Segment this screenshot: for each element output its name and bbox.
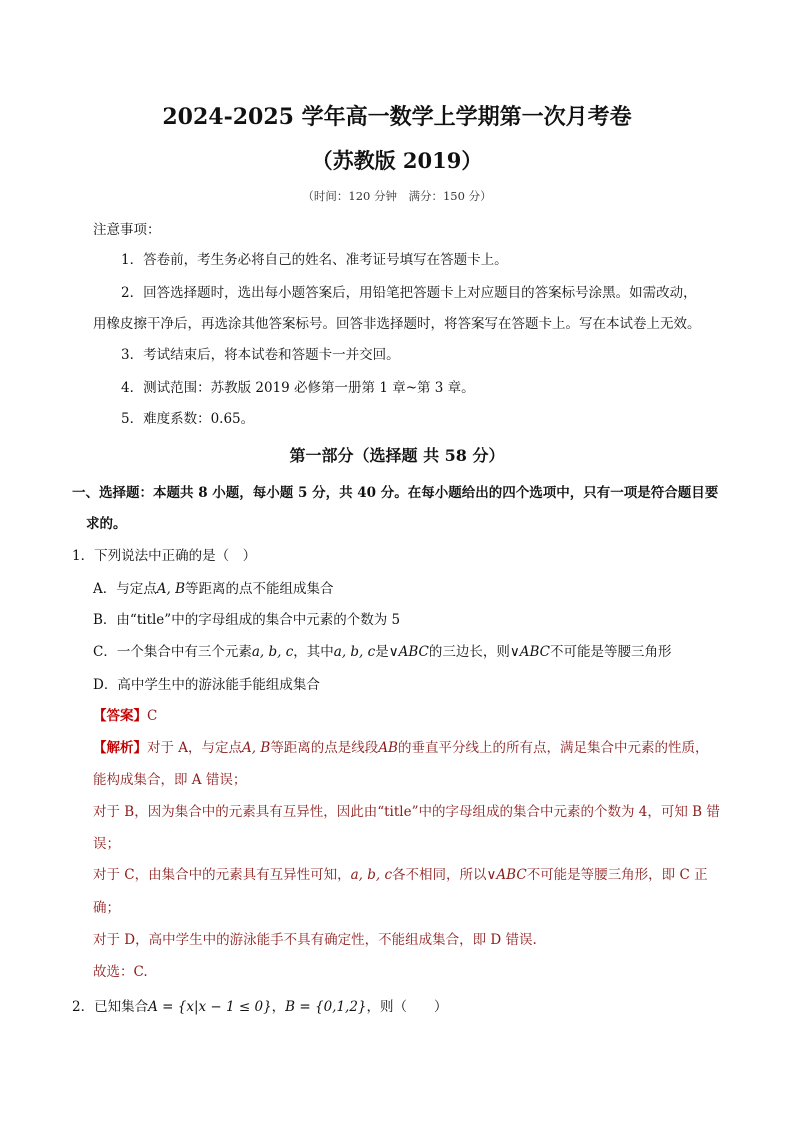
math-expr: A, B — [242, 740, 271, 756]
analysis-line: 对于 B，因为集合中的元素具有互异性，因此由“title”中的字母组成的集合中元素的个数为 4，可知 B 错 — [93, 804, 720, 820]
question-text: ，则（ ） — [366, 999, 448, 1015]
exam-subtitle: （苏教版 2019） — [311, 148, 483, 173]
option-text: A．与定点 — [93, 581, 157, 597]
q1-option-d: D．高中学生中的游泳能手能组成集合 — [93, 677, 320, 693]
notes-heading: 注意事项： — [93, 222, 161, 238]
analysis-text: 对于 C，由集合中的元素具有互异性可知， — [93, 867, 351, 883]
note-item: 4．测试范围：苏教版 2019 必修第一册第 1 章~第 3 章。 — [121, 380, 475, 396]
analysis-line — [93, 739, 708, 757]
note-item: 3．考试结束后，将本试卷和答题卡一并交回。 — [121, 347, 400, 363]
option-text: 等距离的点不能组成集合 — [185, 581, 334, 597]
note-item: 1．答卷前，考生务必将自己的姓名、准考证号填写在答题卡上。 — [121, 252, 508, 268]
math-expr: ∨ABC — [388, 644, 429, 660]
q1-option-a — [93, 580, 334, 598]
math-expr: a, b, c — [350, 867, 393, 883]
math-expr: a, b, c — [251, 644, 294, 660]
question-text: ， — [271, 999, 286, 1015]
math-expr: A, B — [156, 581, 186, 597]
time-info: （时间：120 分钟 满分：150 分） — [302, 189, 492, 203]
math-expr: B = {0,1,2} — [285, 999, 367, 1015]
instruction-text: 一、选择题：本题共 8 小题，每小题 5 分，共 40 分。在每小题给出的四个选项中，只有一项是符合题目要 — [72, 485, 719, 501]
answer-tag: 【答案】 — [93, 708, 147, 724]
math-expr: A = {x|x − 1 ≤ 0} — [148, 999, 272, 1015]
answer-value: C — [147, 708, 158, 724]
option-text: C．一个集合中有三个元素 — [93, 644, 252, 660]
note-item: 2．回答选择题时，选出每小题答案后，用铅笔把答题卡上对应题目的答案标号涂黑。如需改动， — [121, 285, 697, 301]
math-expr: a, b, c — [333, 644, 376, 660]
analysis-text: 不可能是等腰三角形，即 C 正 — [526, 867, 708, 883]
note-item: 用橡皮擦干净后，再选涂其他答案标号。回答非选择题时，将答案写在答题卡上。写在本试卷上无效。 — [93, 316, 701, 332]
analysis-text: 等距离的点是线段 — [270, 740, 379, 756]
option-text: ，其中 — [293, 644, 334, 660]
question-2-stem — [72, 998, 448, 1016]
math-expr: ∨ABC — [486, 867, 527, 883]
analysis-line: 对于 D，高中学生中的游泳能手不具有确定性，不能组成集合，即 D 错误. — [93, 932, 537, 948]
analysis-text: 各不相同，所以 — [392, 867, 487, 883]
analysis-tag: 【解析】 — [93, 740, 147, 756]
question-1-stem: 1．下列说法中正确的是（ ） — [72, 548, 257, 564]
exam-title: 2024-2025 学年高一数学上学期第一次月考卷 — [162, 104, 632, 130]
analysis-line: 确； — [93, 900, 120, 916]
analysis-line: 误； — [93, 836, 120, 852]
q1-option-c — [93, 643, 671, 661]
section-instruction-cont: 求的。 — [86, 516, 127, 532]
section-instruction — [72, 484, 718, 502]
analysis-line: 能构成集合，即 A 错误； — [93, 772, 247, 788]
note-item: 5．难度系数：0.65。 — [121, 411, 255, 427]
analysis-line — [93, 866, 708, 884]
option-text: 的三边长，则 — [428, 644, 510, 660]
option-text: 是 — [375, 644, 389, 660]
analysis-text: 对于 A，与定点 — [147, 740, 243, 756]
section-title: 第一部分（选择题 共 58 分） — [289, 446, 505, 465]
option-text: 不可能是等腰三角形 — [549, 644, 672, 660]
analysis-text: 的垂直平分线上的所有点，满足集合中元素的性质， — [397, 740, 709, 756]
answer-line — [93, 707, 157, 725]
analysis-line: 故选：C. — [93, 964, 148, 980]
question-text: 2．已知集合 — [72, 999, 149, 1015]
math-expr: ∨ABC — [509, 644, 550, 660]
math-expr: AB — [378, 740, 398, 756]
q1-option-b: B．由“title”中的字母组成的集合中元素的个数为 5 — [93, 612, 401, 628]
